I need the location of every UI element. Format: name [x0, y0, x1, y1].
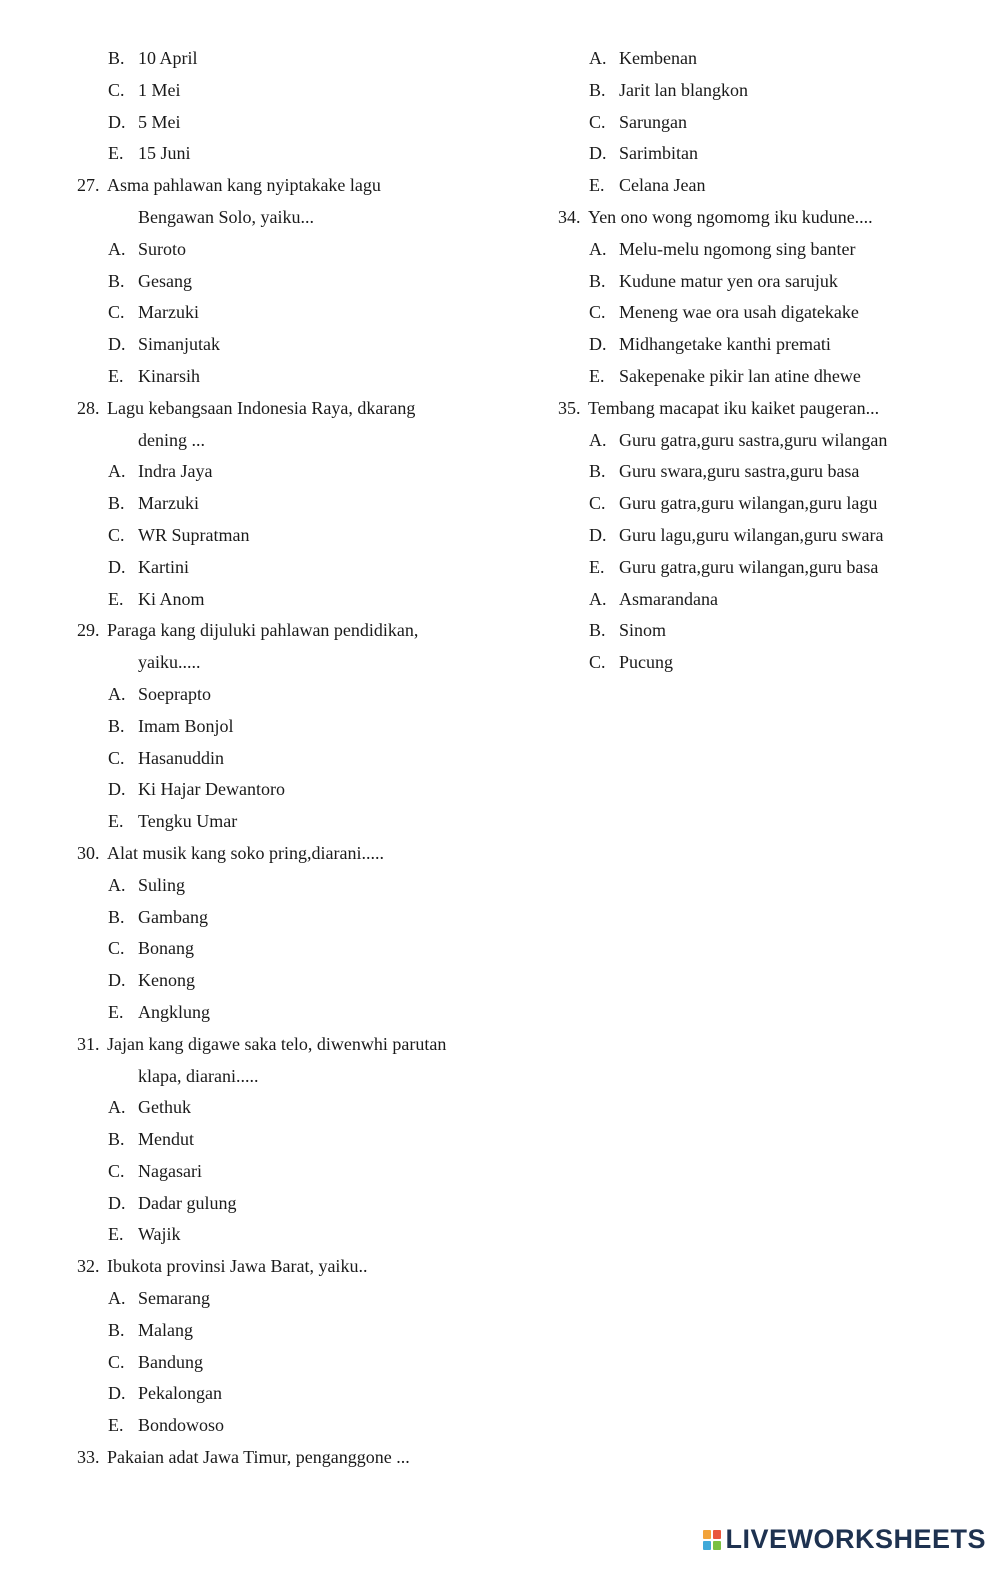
option-text: Gambang: [138, 906, 208, 927]
answer-option: [77, 266, 507, 298]
question-line: [77, 838, 507, 870]
question-number: 32.: [77, 1256, 100, 1277]
option-letter: B.: [108, 48, 125, 68]
question-line: [77, 1442, 507, 1474]
option-text: 15 Juni: [138, 143, 191, 164]
question-line: [77, 615, 507, 647]
option-text: Guru swara,guru sastra,guru basa: [619, 461, 860, 482]
option-text: Dadar gulung: [138, 1192, 237, 1213]
option-letter: D.: [589, 143, 607, 164]
answer-option: [77, 743, 507, 775]
option-letter: B.: [108, 1129, 125, 1150]
answer-option: [77, 1156, 507, 1188]
answer-option: [558, 361, 978, 393]
question-line: [77, 1251, 507, 1283]
option-letter: A.: [108, 238, 126, 259]
question-text: Lagu kebangsaan Indonesia Raya, dkarang: [107, 397, 416, 418]
question-continuation: [77, 425, 507, 457]
option-letter: E.: [589, 175, 605, 196]
option-letter: A.: [589, 429, 607, 450]
question-text: Jajan kang digawe saka telo, diwenwhi parutan: [107, 1033, 447, 1054]
question-text: Paraga kang dijuluki pahlawan pendidikan,: [107, 620, 419, 641]
answer-option: [558, 107, 978, 139]
question-line: [77, 393, 507, 425]
option-text: WR Supratman: [138, 524, 250, 545]
option-text: Sakepenake pikir lan atine dhewe: [619, 365, 861, 386]
answer-option: [77, 1124, 507, 1156]
option-text: Kudune matur yen ora sarujuk: [619, 270, 838, 291]
answer-option: [77, 584, 507, 616]
answer-option: [558, 329, 978, 361]
option-letter: D.: [108, 334, 126, 355]
option-text: Semarang: [138, 1288, 210, 1309]
logo-grid-icon: [703, 1530, 721, 1550]
option-letter: C.: [589, 652, 606, 673]
question-line: [558, 393, 978, 425]
question-line: [558, 202, 978, 234]
option-letter: A.: [589, 238, 607, 259]
answer-option: [77, 329, 507, 361]
option-letter: E.: [108, 588, 124, 609]
question-text: Tembang macapat iku kaiket paugeran...: [588, 397, 880, 418]
option-letter: C.: [108, 1351, 125, 1372]
option-text: Sinom: [619, 620, 667, 641]
option-text: Soeprapto: [138, 683, 211, 704]
option-letter: A.: [589, 48, 607, 68]
option-letter: B.: [108, 715, 125, 736]
question-text: dening ...: [138, 429, 205, 450]
answer-option: [558, 456, 978, 488]
question-number: 31.: [77, 1033, 100, 1054]
option-letter: C.: [589, 493, 606, 514]
option-text: Guru lagu,guru wilangan,guru swara: [619, 524, 884, 545]
option-text: Malang: [138, 1319, 193, 1340]
answer-option: [558, 584, 978, 616]
option-letter: D.: [589, 524, 607, 545]
answer-option: [77, 774, 507, 806]
question-text: Ibukota provinsi Jawa Barat, yaiku..: [107, 1256, 368, 1277]
option-text: Jarit lan blangkon: [619, 79, 748, 100]
option-text: Celana Jean: [619, 175, 706, 196]
answer-option: [558, 615, 978, 647]
option-letter: B.: [589, 270, 606, 291]
option-letter: E.: [108, 365, 124, 386]
question-number: 27.: [77, 175, 100, 196]
option-text: Imam Bonjol: [138, 715, 234, 736]
option-text: Gethuk: [138, 1097, 191, 1118]
option-text: Bonang: [138, 938, 194, 959]
option-letter: C.: [108, 1160, 125, 1181]
option-text: Kartini: [138, 556, 189, 577]
answer-option: [77, 234, 507, 266]
option-letter: A.: [589, 588, 607, 609]
option-letter: C.: [589, 111, 606, 132]
option-letter: D.: [108, 556, 126, 577]
option-letter: D.: [589, 334, 607, 355]
question-line: [77, 170, 507, 202]
answer-option: [77, 1378, 507, 1410]
right-column: [558, 43, 978, 679]
answer-option: [77, 1315, 507, 1347]
answer-option: [77, 138, 507, 170]
option-letter: B.: [108, 906, 125, 927]
option-letter: A.: [108, 874, 126, 895]
option-text: Sarungan: [619, 111, 687, 132]
option-text: Marzuki: [138, 493, 199, 514]
answer-option: [77, 297, 507, 329]
answer-option: [558, 552, 978, 584]
option-text: Indra Jaya: [138, 461, 213, 482]
option-text: 5 Mei: [138, 111, 181, 132]
option-text: Meneng wae ora usah digatekake: [619, 302, 859, 323]
option-text: Pucung: [619, 652, 673, 673]
option-text: Gesang: [138, 270, 192, 291]
option-letter: D.: [108, 779, 126, 800]
option-letter: E.: [108, 1001, 124, 1022]
option-letter: B.: [108, 493, 125, 514]
left-column: [77, 43, 507, 1474]
question-number: 28.: [77, 397, 100, 418]
option-text: Simanjutak: [138, 334, 220, 355]
answer-option: [77, 679, 507, 711]
question-continuation: [77, 202, 507, 234]
option-letter: B.: [589, 461, 606, 482]
option-letter: E.: [108, 811, 124, 832]
option-letter: A.: [108, 461, 126, 482]
answer-option: [77, 75, 507, 107]
answer-option: [77, 1219, 507, 1251]
option-letter: B.: [589, 620, 606, 641]
option-text: Kenong: [138, 970, 195, 991]
option-letter: B.: [589, 79, 606, 100]
answer-option: [77, 1347, 507, 1379]
option-text: Melu-melu ngomong sing banter: [619, 238, 856, 259]
option-text: Guru gatra,guru wilangan,guru basa: [619, 556, 879, 577]
answer-option: [77, 1092, 507, 1124]
answer-option: [77, 107, 507, 139]
answer-option: [77, 488, 507, 520]
option-letter: D.: [108, 1192, 126, 1213]
answer-option: [77, 870, 507, 902]
option-text: Sarimbitan: [619, 143, 698, 164]
answer-option: [77, 965, 507, 997]
question-text: klapa, diarani.....: [138, 1065, 259, 1086]
question-line: [77, 1029, 507, 1061]
answer-option: [77, 806, 507, 838]
option-letter: C.: [589, 302, 606, 323]
option-letter: A.: [108, 1288, 126, 1309]
option-letter: D.: [108, 111, 126, 132]
logo-text: LIVEWORKSHEETS: [725, 1524, 986, 1554]
answer-option: [77, 711, 507, 743]
answer-option: [77, 997, 507, 1029]
option-text: Kembenan: [619, 48, 697, 68]
answer-option: [558, 488, 978, 520]
option-letter: C.: [108, 938, 125, 959]
question-number: 34.: [558, 206, 581, 227]
option-text: Suroto: [138, 238, 187, 259]
option-text: Mendut: [138, 1129, 194, 1150]
option-text: 10 April: [138, 48, 198, 68]
answer-option: [77, 552, 507, 584]
answer-option: [558, 234, 978, 266]
option-text: Hasanuddin: [138, 747, 224, 768]
option-text: Bandung: [138, 1351, 203, 1372]
answer-option: [558, 75, 978, 107]
option-letter: A.: [108, 1097, 126, 1118]
answer-option: [558, 297, 978, 329]
question-number: 30.: [77, 842, 100, 863]
answer-option: [558, 647, 978, 679]
option-letter: E.: [589, 365, 605, 386]
option-text: Suling: [138, 874, 186, 895]
question-number: 29.: [77, 620, 100, 641]
option-text: Pekalongan: [138, 1383, 222, 1404]
answer-option: [77, 1410, 507, 1442]
option-text: Nagasari: [138, 1160, 202, 1181]
answer-option: [77, 520, 507, 552]
answer-option: [558, 43, 978, 75]
option-text: 1 Mei: [138, 79, 181, 100]
option-letter: D.: [108, 970, 126, 991]
option-letter: E.: [108, 143, 124, 164]
option-text: Bondowoso: [138, 1415, 225, 1436]
option-text: Wajik: [138, 1224, 181, 1245]
option-letter: E.: [589, 556, 605, 577]
option-text: Midhangetake kanthi premati: [619, 334, 831, 355]
question-text: Asma pahlawan kang nyiptakake lagu: [107, 175, 381, 196]
answer-option: [77, 361, 507, 393]
question-text: Bengawan Solo, yaiku...: [138, 206, 314, 227]
option-letter: C.: [108, 524, 125, 545]
option-letter: C.: [108, 79, 125, 100]
answer-option: [77, 1188, 507, 1220]
option-letter: B.: [108, 270, 125, 291]
question-continuation: [77, 1061, 507, 1093]
option-letter: D.: [108, 1383, 126, 1404]
option-text: Guru gatra,guru sastra,guru wilangan: [619, 429, 888, 450]
question-text: Alat musik kang soko pring,diarani.....: [107, 842, 384, 863]
option-text: Asmarandana: [619, 588, 718, 609]
option-text: Ki Anom: [138, 588, 205, 609]
answer-option: [77, 902, 507, 934]
answer-option: [558, 266, 978, 298]
option-letter: E.: [108, 1224, 124, 1245]
option-letter: A.: [108, 683, 126, 704]
option-text: Ki Hajar Dewantoro: [138, 779, 285, 800]
question-text: Yen ono wong ngomomg iku kudune....: [588, 206, 873, 227]
question-text: Pakaian adat Jawa Timur, penganggone ...: [107, 1447, 410, 1468]
question-number: 35.: [558, 397, 581, 418]
option-text: Guru gatra,guru wilangan,guru lagu: [619, 493, 878, 514]
option-letter: C.: [108, 302, 125, 323]
answer-option: [77, 43, 507, 75]
option-letter: B.: [108, 1319, 125, 1340]
answer-option: [558, 425, 978, 457]
option-text: Angklung: [138, 1001, 210, 1022]
answer-option: [558, 138, 978, 170]
answer-option: [77, 1283, 507, 1315]
question-continuation: [77, 647, 507, 679]
option-letter: E.: [108, 1415, 124, 1436]
liveworksheets-logo: [703, 1524, 986, 1555]
option-letter: C.: [108, 747, 125, 768]
answer-option: [77, 933, 507, 965]
option-text: Tengku Umar: [138, 811, 238, 832]
question-number: 33.: [77, 1447, 100, 1468]
answer-option: [77, 456, 507, 488]
question-text: yaiku.....: [138, 652, 201, 673]
answer-option: [558, 170, 978, 202]
option-text: Kinarsih: [138, 365, 200, 386]
option-text: Marzuki: [138, 302, 199, 323]
answer-option: [558, 520, 978, 552]
